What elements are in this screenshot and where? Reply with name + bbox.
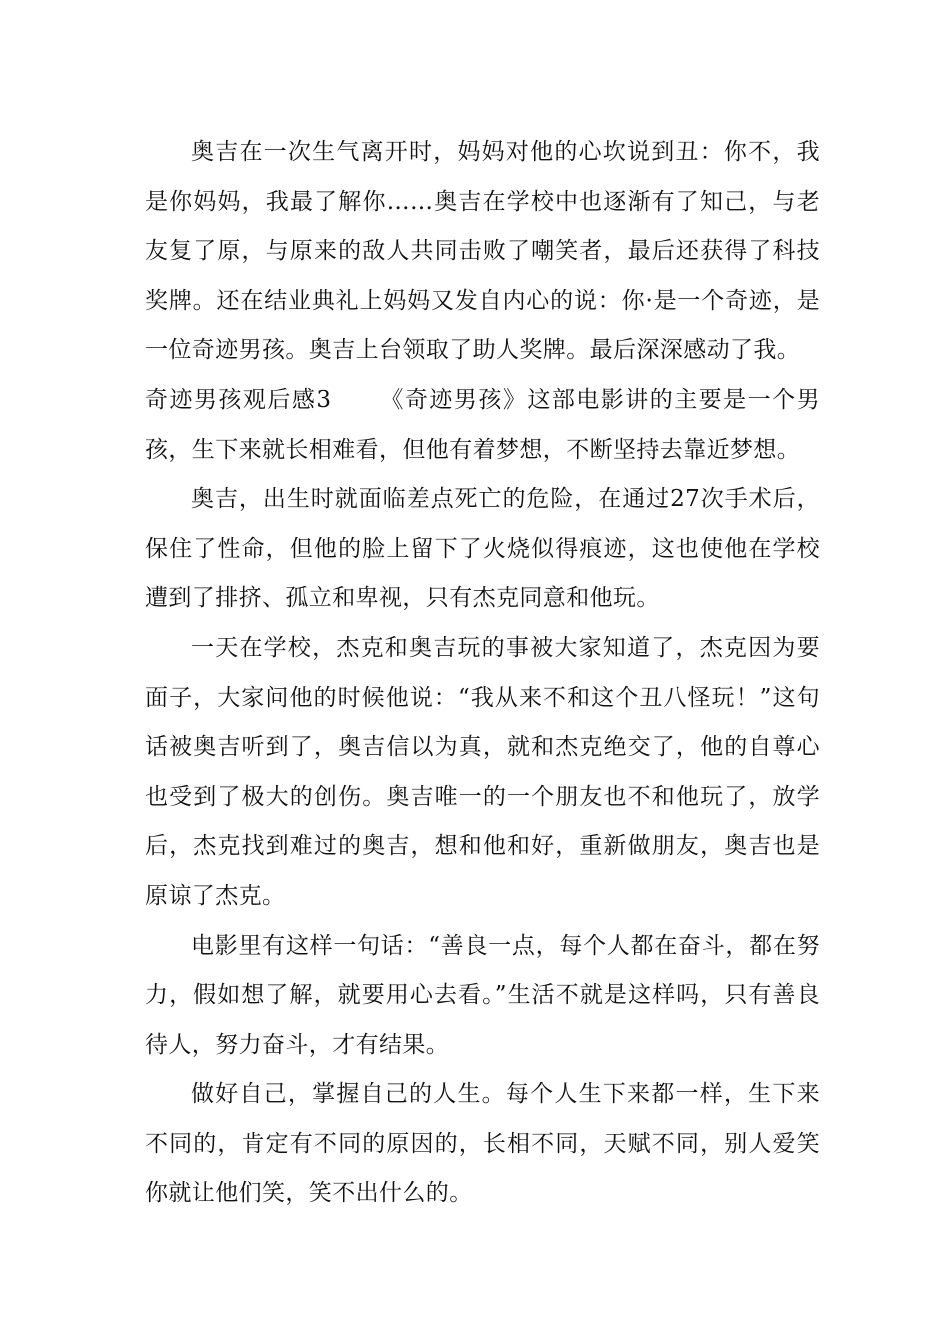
paragraph-2-with-title (145, 376, 820, 475)
paragraph-3: 奥吉，出生时就面临差点死亡的危险，在通过27次手术后，保住了性命，但他的脸上留下了火烧似得痕迹，这也使他在学校遭到了排挤、孤立和卑视，只有杰克同意和他玩。 (145, 486, 820, 612)
paragraph-4: 一天在学校，杰克和奥吉玩的事被大家知道了，杰克因为要面子，大家问他的时候他说：“我从来不和这个丑八怪玩！”这句话被奥吉听到了，奥吉信以为真，就和杰克绝交了，他的自尊心也受到了极大的创伤。奥吉唯一的一个朋友也不和他玩了，放学后，杰克找到难过的奥吉，想和他和好，重新做朋友，奥吉也是原谅了杰克。 (145, 634, 820, 909)
document-body (145, 128, 820, 1219)
section-title: 奇迹男孩观后感3 (145, 386, 332, 413)
paragraph-6: 做好自己，掌握自己的人生。每个人生下来都一样，生下来不同的，肯定有不同的原因的，长相不同，天赋不同，别人爱笑你就让他们笑，笑不出什么的。 (145, 1081, 820, 1207)
paragraph-2-text: 《奇迹男孩》这部电影讲的主要是一个男孩，生下来就长相难看，但他有着梦想，不断坚持去靠近梦想。 (145, 386, 820, 463)
paragraph-1: 奥吉在一次生气离开时，妈妈对他的心坎说到丑：你不，我是你妈妈，我最了解你……奥吉在学校中也逐渐有了知己，与老友复了原，与原来的敌人共同击败了嘲笑者，最后还获得了科技奖牌。还在结业典礼上妈妈又发自内心的说：你·是一个奇迹，是一位奇迹男孩。奥吉上台领取了助人奖牌。最后深深感动了我。 (145, 139, 820, 364)
paragraph-5: 电影里有这样一句话：“善良一点，每个人都在奋斗，都在努力，假如想了解，就要用心去看。”生活不就是这样吗，只有善良待人，努力奋斗，才有结果。 (145, 932, 820, 1058)
